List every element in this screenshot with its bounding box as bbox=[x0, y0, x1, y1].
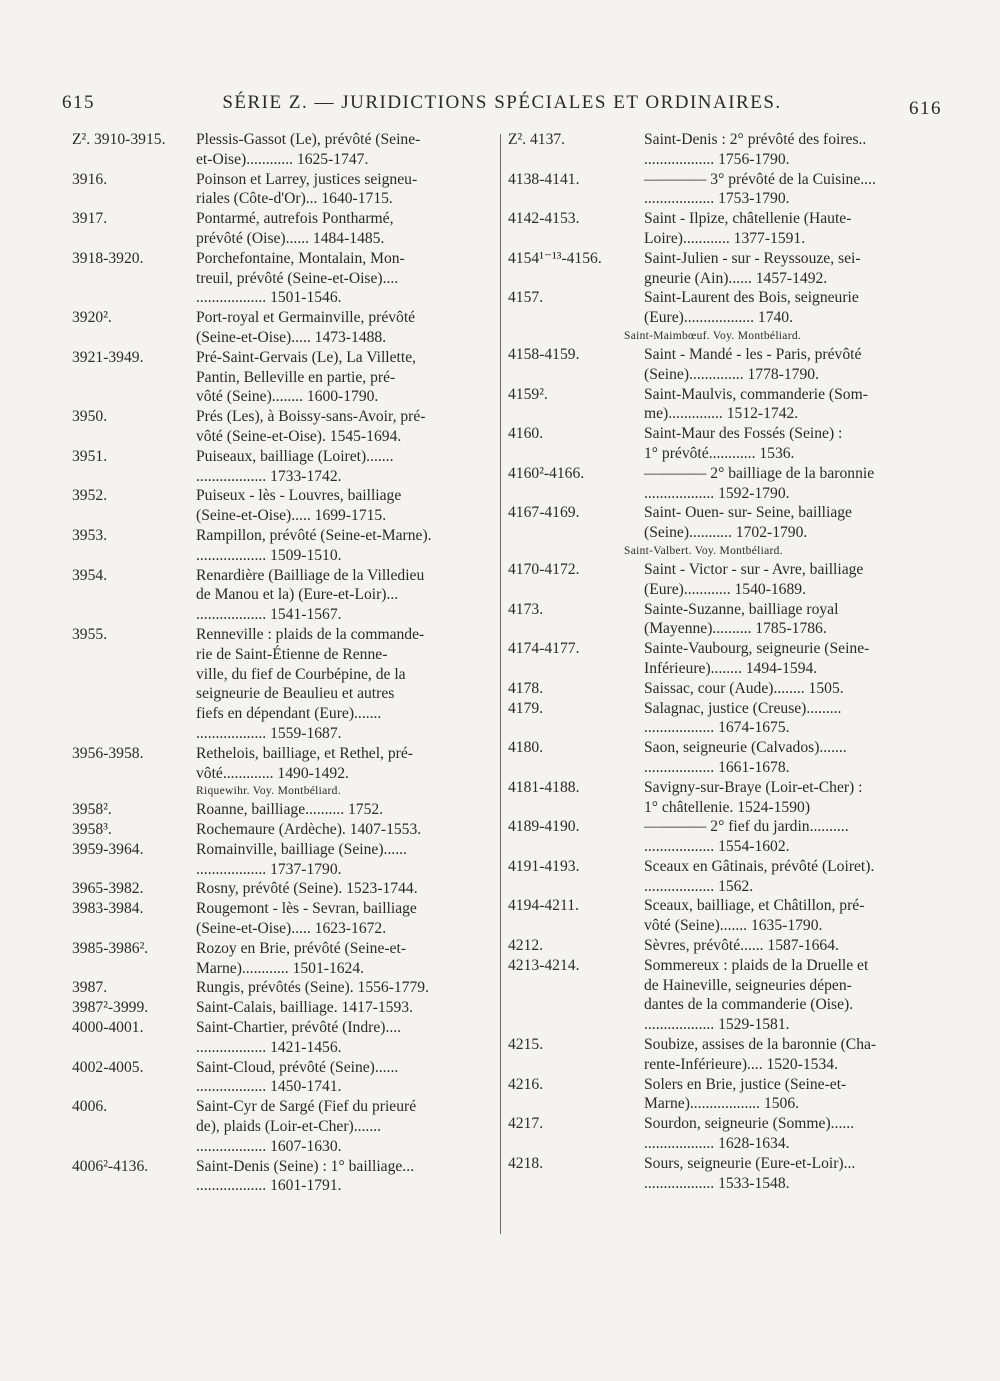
entry-text: Sourdon, seigneurie (Somme)...... .................. 1628-1634. bbox=[644, 1115, 855, 1153]
entry-text: Saint - Mandé - les - Paris, prévôté (Seine).............. 1778-1790. bbox=[644, 345, 862, 383]
index-entry bbox=[508, 345, 924, 385]
entry-text: Renardière (Bailliage de la Villedieu de Manou et la) (Eure-et-Loir)... .................. 1541-1567. bbox=[196, 566, 425, 624]
entry-code: 3956-3958. bbox=[72, 744, 144, 762]
entry-code: 3965-3982. bbox=[72, 880, 144, 898]
entry-text: Rungis, prévôtés (Seine). 1556-1779. bbox=[196, 979, 430, 997]
index-entry bbox=[72, 348, 488, 407]
index-entry bbox=[508, 1075, 924, 1115]
entry-code: 3950. bbox=[72, 408, 108, 426]
entry-text: Rampillon, prévôté (Seine-et-Marne). .................. 1509-1510. bbox=[196, 526, 432, 564]
index-entry bbox=[508, 464, 924, 504]
entry-code: 4216. bbox=[508, 1075, 544, 1093]
entry-code: 4181-4188. bbox=[508, 778, 580, 796]
index-entry bbox=[72, 130, 488, 170]
index-entry bbox=[508, 209, 924, 249]
index-entry bbox=[72, 486, 488, 526]
index-entry bbox=[72, 1018, 488, 1058]
entry-code: 4170-4172. bbox=[508, 560, 580, 578]
index-entry bbox=[508, 503, 924, 543]
entry-code: 4154¹⁻¹³-4156. bbox=[508, 249, 602, 267]
entry-code: 4160²-4166. bbox=[508, 464, 585, 482]
right-column bbox=[508, 130, 924, 1193]
index-entry bbox=[508, 679, 924, 699]
running-header bbox=[62, 92, 942, 122]
entry-text: Rozoy en Brie, prévôté (Seine-et- Marne)............ 1501-1624. bbox=[196, 939, 407, 977]
entry-code: 3958³. bbox=[72, 821, 112, 839]
entry-text: Saint-Chartier, prévôté (Indre).... .................. 1421-1456. bbox=[196, 1019, 402, 1056]
index-entry bbox=[508, 956, 924, 1035]
index-entry bbox=[72, 800, 488, 820]
index-entry bbox=[508, 699, 924, 739]
index-entry bbox=[508, 738, 924, 778]
entry-code: 4180. bbox=[508, 739, 544, 757]
entry-text: Puiseux - lès - Louvres, bailliage (Seine-et-Oise)..... 1699-1715. bbox=[196, 487, 402, 525]
entry-text: Sceaux en Gâtinais, prévôté (Loiret). .................. 1562. bbox=[644, 857, 875, 895]
index-entry bbox=[508, 600, 924, 640]
entry-code: 4160. bbox=[508, 425, 544, 443]
entry-code: 3987. bbox=[72, 979, 108, 997]
entry-text: Soubize, assises de la baronnie (Cha- rente-Inférieure).... 1520-1534. bbox=[644, 1036, 877, 1073]
entry-text: Port-royal et Germainville, prévôté (Seine-et-Oise)..... 1473-1488. bbox=[196, 309, 416, 346]
entry-text: Saint-Maur des Fossés (Seine) : 1° prévôté............ 1536. bbox=[644, 425, 843, 462]
entry-text: Pontarmé, autrefois Pontharmé, prévôté (Oise)...... 1484-1485. bbox=[196, 210, 394, 247]
entry-code: 3917. bbox=[72, 210, 108, 228]
entry-code: 3959-3964. bbox=[72, 840, 144, 858]
entry-text: Romainville, bailliage (Seine)...... .................. 1737-1790. bbox=[196, 840, 407, 878]
entry-code: 4006²-4136. bbox=[72, 1157, 149, 1175]
entry-text: Saon, seigneurie (Calvados)....... .................. 1661-1678. bbox=[644, 739, 847, 776]
page-title: SÉRIE Z. — JURIDICTIONS SPÉCIALES ET ORDINAIRES. bbox=[222, 92, 782, 113]
entry-text: Solers en Brie, justice (Seine-et- Marne).................. 1506. bbox=[644, 1075, 847, 1113]
entry-code: 4212. bbox=[508, 937, 544, 955]
entry-text: Saint - Victor - sur - Avre, bailliage (Eure)............ 1540-1689. bbox=[644, 560, 864, 598]
entry-code: 3955. bbox=[72, 625, 108, 643]
entry-code: 4217. bbox=[508, 1115, 544, 1133]
entry-text: Sainte-Suzanne, bailliage royal (Mayenne).......... 1785-1786. bbox=[644, 600, 839, 638]
index-entry bbox=[508, 896, 924, 936]
entry-text: Roanne, bailliage.......... 1752. bbox=[196, 801, 384, 819]
entry-code: Z². 4137. bbox=[508, 131, 566, 148]
entry-code: 4173. bbox=[508, 600, 544, 618]
entry-text: Saint-Laurent des Bois, seigneurie (Eure).................. 1740. bbox=[644, 289, 859, 327]
index-entry bbox=[72, 744, 488, 784]
entry-text: Plessis-Gassot (Le), prévôté (Seine- et-Oise)............ 1625-1747. bbox=[196, 131, 421, 168]
entry-text: Saint-Denis (Seine) : 1° bailliage... .................. 1601-1791. bbox=[196, 1157, 415, 1195]
entry-text: Rochemaure (Ardèche). 1407-1553. bbox=[196, 821, 422, 839]
index-entry bbox=[508, 778, 924, 818]
index-entry bbox=[508, 936, 924, 956]
entry-text: Pré-Saint-Gervais (Le), La Villette, Pantin, Belleville en partie, pré- vôté (Seine)........ 1600-1790. bbox=[196, 348, 417, 406]
cross-reference-note: Saint-Maimbœuf. Voy. Montbéliard. bbox=[624, 329, 802, 342]
entry-text: Savigny-sur-Braye (Loir-et-Cher) : 1° châtellenie. 1524-1590) bbox=[644, 778, 863, 816]
index-entry bbox=[72, 939, 488, 979]
entry-code: 4006. bbox=[72, 1098, 108, 1116]
entry-text: Saint- Ouen- sur- Seine, bailliage (Seine)........... 1702-1790. bbox=[644, 504, 852, 542]
entry-text: Saint - Ilpize, châtellenie (Haute- Loire)............ 1377-1591. bbox=[644, 210, 852, 247]
index-entry bbox=[508, 1114, 924, 1154]
entry-code: 4174-4177. bbox=[508, 640, 580, 658]
entry-code: 4000-4001. bbox=[72, 1019, 144, 1037]
entry-code: 4191-4193. bbox=[508, 857, 580, 875]
entry-text: ———— 3° prévôté de la Cuisine.... .................. 1753-1790. bbox=[644, 170, 876, 208]
index-entry bbox=[72, 566, 488, 625]
entry-text: Saint-Julien - sur - Reyssouze, sei- gneurie (Ain)...... 1457-1492. bbox=[644, 249, 861, 287]
entry-code: 4194-4211. bbox=[508, 897, 579, 915]
index-entry bbox=[72, 1058, 488, 1098]
entry-text: Prés (Les), à Boissy-sans-Avoir, pré- vôté (Seine-et-Oise). 1545-1694. bbox=[196, 408, 426, 445]
entry-text: Sours, seigneurie (Eure-et-Loir)... .................. 1533-1548. bbox=[644, 1154, 856, 1192]
entry-code: 4157. bbox=[508, 289, 544, 307]
entry-text: ———— 2° fief du jardin.......... .................. 1554-1602. bbox=[644, 818, 849, 856]
index-entry bbox=[72, 820, 488, 840]
entry-code: 3954. bbox=[72, 566, 108, 584]
cross-reference-note: Saint-Valbert. Voy. Montbéliard. bbox=[624, 544, 783, 557]
index-entry bbox=[72, 1157, 488, 1197]
entry-code: 3920². bbox=[72, 309, 112, 327]
entry-text: Porchefontaine, Montalain, Mon- treuil, prévôté (Seine-et-Oise).... .................. 1501-1546. bbox=[196, 249, 405, 307]
index-entry bbox=[72, 308, 488, 348]
entry-text: Sceaux, bailliage, et Châtillon, pré- vôté (Seine)....... 1635-1790. bbox=[644, 897, 865, 935]
index-entry bbox=[508, 639, 924, 679]
entry-code: 4142-4153. bbox=[508, 210, 580, 228]
entry-text: Saissac, cour (Aude)........ 1505. bbox=[644, 679, 844, 697]
entry-code: Z². 3910-3915. bbox=[72, 131, 166, 148]
index-entry bbox=[508, 1154, 924, 1194]
entry-text: Salagnac, justice (Creuse)......... .................. 1674-1675. bbox=[644, 699, 842, 737]
entry-code: 3958². bbox=[72, 801, 112, 819]
entry-text: Saint-Maulvis, commanderie (Som- me).............. 1512-1742. bbox=[644, 385, 868, 423]
index-entry bbox=[72, 447, 488, 487]
entry-code: 4179. bbox=[508, 699, 544, 717]
entry-code: 3952. bbox=[72, 487, 108, 505]
entry-text: Poinson et Larrey, justices seigneu- riales (Côte-d'Or)... 1640-1715. bbox=[196, 170, 418, 208]
entry-text: Saint-Calais, bailliage. 1417-1593. bbox=[196, 999, 413, 1017]
entry-code: 3951. bbox=[72, 447, 108, 465]
entry-text: Saint-Denis : 2° prévôté des foires.. .................. 1756-1790. bbox=[644, 131, 867, 168]
index-entry bbox=[508, 130, 924, 170]
entry-code: 4138-4141. bbox=[508, 170, 580, 188]
entry-code: 3921-3949. bbox=[72, 348, 144, 366]
column-divider bbox=[500, 134, 501, 1234]
entry-code: 3953. bbox=[72, 526, 108, 544]
index-entry bbox=[72, 209, 488, 249]
cross-reference-note: Riquewihr. Voy. Montbéliard. bbox=[196, 785, 341, 798]
index-entry bbox=[72, 526, 488, 566]
index-entry bbox=[72, 840, 488, 880]
entry-code: 4159². bbox=[508, 385, 548, 403]
index-entry bbox=[508, 424, 924, 464]
entry-code: 4218. bbox=[508, 1154, 544, 1172]
left-column bbox=[72, 130, 488, 1196]
entry-text: Rougemont - lès - Sevran, bailliage (Seine-et-Oise)..... 1623-1672. bbox=[196, 900, 417, 938]
index-entry bbox=[508, 817, 924, 857]
index-entry bbox=[508, 249, 924, 289]
entry-code: 4215. bbox=[508, 1036, 544, 1054]
index-entry bbox=[72, 899, 488, 939]
entry-text: Rosny, prévôté (Seine). 1523-1744. bbox=[196, 880, 418, 898]
entry-text: Saint-Cyr de Sargé (Fief du prieuré de), plaids (Loir-et-Cher)....... .................. 1607-1630. bbox=[196, 1098, 417, 1155]
index-entry bbox=[508, 170, 924, 210]
index-entry bbox=[72, 879, 488, 899]
entry-text: Puiseaux, bailliage (Loiret)....... .................. 1733-1742. bbox=[196, 447, 394, 485]
entry-code: 3985-3986². bbox=[72, 939, 149, 957]
entry-code: 4189-4190. bbox=[508, 818, 580, 836]
index-entry bbox=[72, 978, 488, 998]
page-number-right: 616 bbox=[909, 98, 942, 119]
entry-code: 4213-4214. bbox=[508, 956, 580, 974]
entry-code: 4178. bbox=[508, 679, 544, 697]
entry-text: ———— 2° bailliage de la baronnie .................. 1592-1790. bbox=[644, 464, 875, 502]
entry-code: 3916. bbox=[72, 170, 108, 188]
index-entry bbox=[72, 1097, 488, 1156]
index-entry bbox=[508, 385, 924, 425]
index-entry bbox=[72, 249, 488, 308]
entry-code: 3987²-3999. bbox=[72, 999, 149, 1017]
entry-text: Sainte-Vaubourg, seigneurie (Seine- Inférieure)........ 1494-1594. bbox=[644, 640, 870, 677]
entry-text: Saint-Cloud, prévôté (Seine)...... .................. 1450-1741. bbox=[196, 1058, 399, 1096]
index-entry bbox=[508, 288, 924, 328]
index-entry bbox=[72, 170, 488, 210]
index-entry bbox=[72, 407, 488, 447]
entry-code: 4158-4159. bbox=[508, 345, 580, 363]
entry-code: 3918-3920. bbox=[72, 249, 144, 267]
page-number-left: 615 bbox=[62, 92, 95, 113]
entry-text: Renneville : plaids de la commande- rie de Saint-Étienne de Renne- ville, du fief de Courbépine, de la seigneurie de Beaulieu et autres fiefs en dépendant (Eure)....... .................. 1559-1687. bbox=[196, 625, 425, 742]
entry-text: Sèvres, prévôté...... 1587-1664. bbox=[644, 937, 839, 955]
index-entry bbox=[508, 560, 924, 600]
entry-code: 3983-3984. bbox=[72, 900, 144, 918]
entry-text: Sommereux : plaids de la Druelle et de Haineville, seigneuries dépen- dantes de la commanderie (Oise). .................. 1529-1581. bbox=[644, 956, 869, 1034]
index-entry bbox=[72, 625, 488, 744]
index-entry bbox=[72, 998, 488, 1018]
entry-code: 4002-4005. bbox=[72, 1058, 144, 1076]
index-entry bbox=[508, 1035, 924, 1075]
index-entry bbox=[508, 857, 924, 897]
entry-text: Rethelois, bailliage, et Rethel, pré- vôté............. 1490-1492. bbox=[196, 744, 413, 782]
entry-code: 4167-4169. bbox=[508, 504, 580, 522]
